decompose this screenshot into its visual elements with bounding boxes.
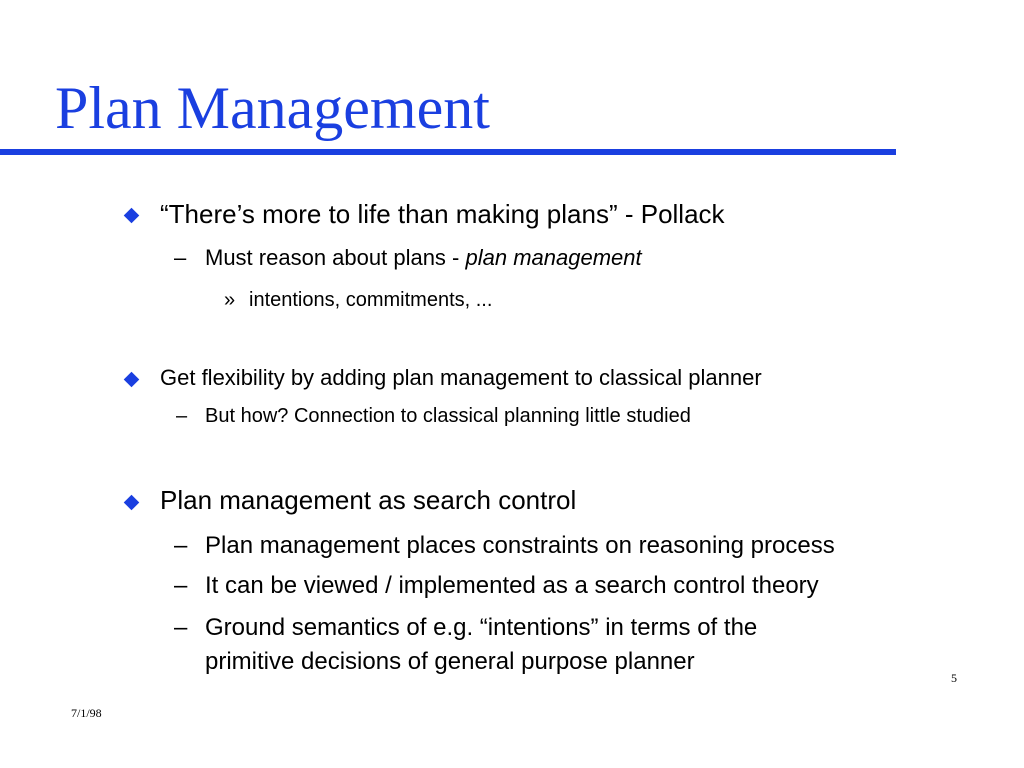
bullet-2-text: Get flexibility by adding plan management to classical planner (160, 365, 762, 390)
bullet-1-subsub-1: intentions, commitments, ... (249, 289, 493, 311)
dash-marker: – (176, 405, 188, 427)
dash-marker: – (174, 572, 188, 599)
bullet-1-sub-1-text: Must reason about plans - (205, 245, 466, 270)
bullet-3-sub-3: Ground semantics of e.g. “intentions” in terms of the (205, 614, 758, 641)
diamond-bullet-icon (124, 372, 140, 388)
bullet-3-sub-2: It can be viewed / implemented as a search control theory (205, 572, 819, 599)
dash-marker: – (174, 614, 188, 641)
dash-marker: – (174, 245, 187, 270)
slide-page-number: 5 (951, 671, 957, 685)
bullet-3-sub-3-continuation: primitive decisions of general purpose planner (205, 648, 695, 675)
diamond-bullet-icon (124, 495, 140, 511)
bullet-3-sub-1: Plan management places constraints on reasoning process (205, 532, 835, 559)
slide-title: Plan Management (55, 75, 490, 141)
bullet-1-text: “There’s more to life than making plans” - Pollack (160, 199, 725, 229)
dash-marker: – (174, 532, 188, 559)
bullet-2-sub-1: But how? Connection to classical planning little studied (205, 405, 691, 427)
bullet-1-sub-1 (205, 247, 642, 269)
bullet-3-text: Plan management as search control (160, 485, 577, 515)
slide-date: 7/1/98 (71, 706, 102, 720)
title-underline (0, 149, 896, 155)
bullet-1-sub-1-emphasis: plan management (465, 245, 642, 270)
raquo-marker: » (224, 289, 236, 311)
diamond-bullet-icon (124, 208, 140, 224)
